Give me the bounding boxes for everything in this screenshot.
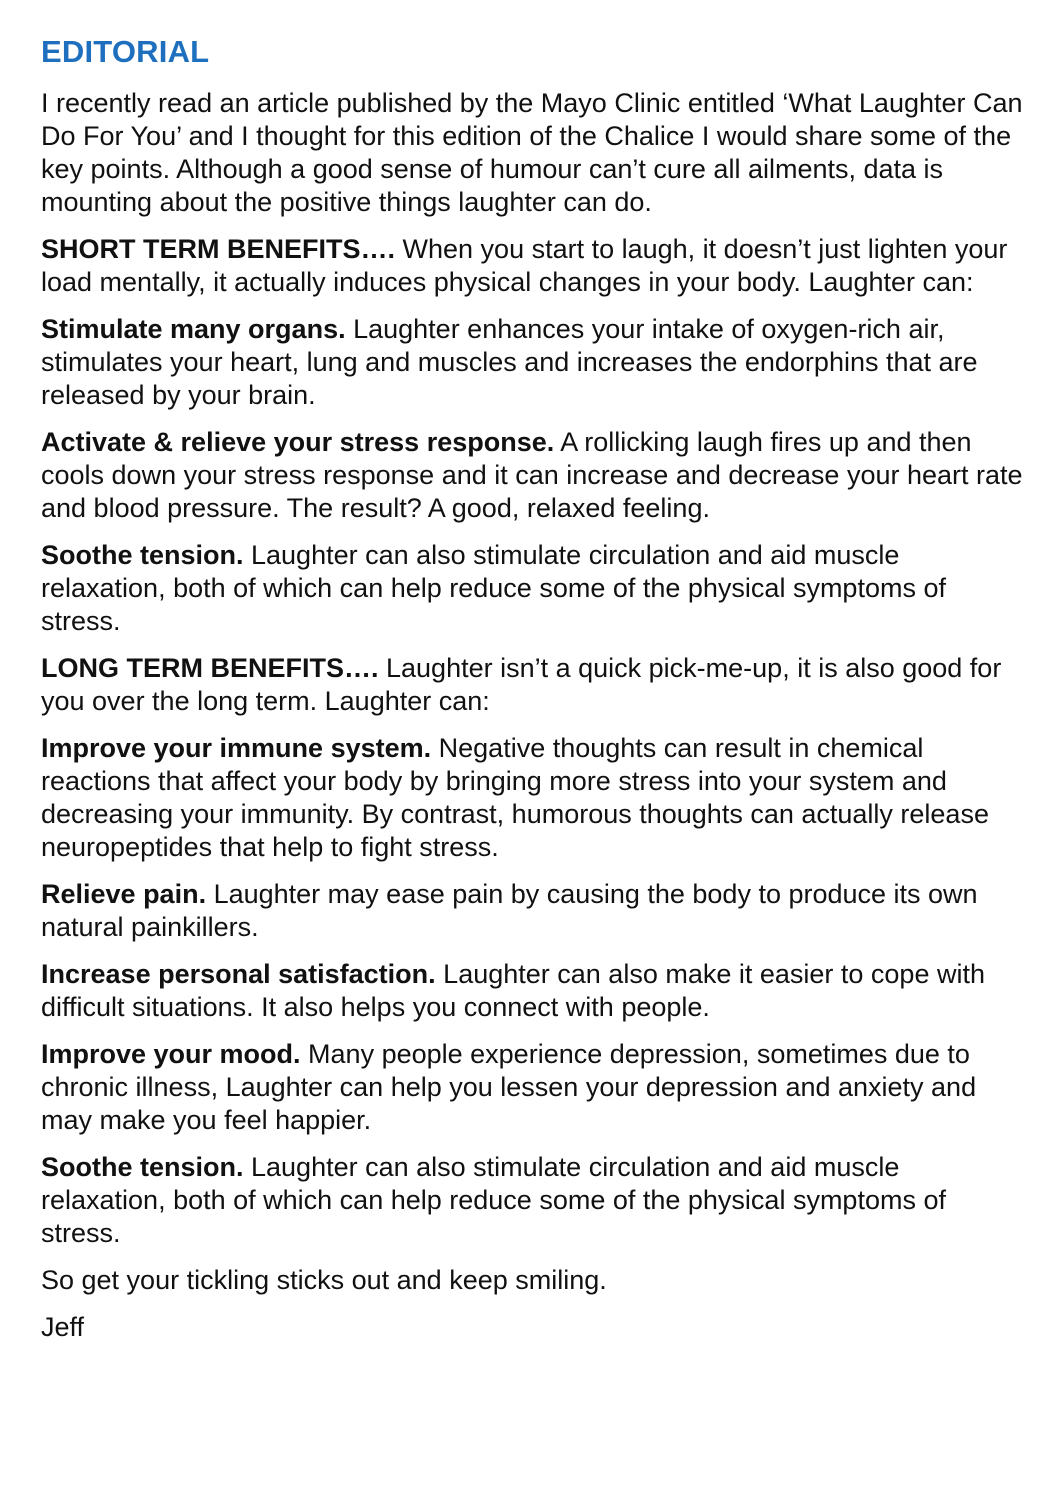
improve-mood-paragraph xyxy=(41,1038,1031,1137)
paragraph-text: Laughter can also stimulate circulation and aid muscle relaxation, both of which can help reduce some of the physical symptoms of stress. xyxy=(41,1152,946,1248)
signature: Jeff xyxy=(41,1312,85,1342)
paragraph-text: When you start to laugh, it doesn’t just lighten your load mentally, it actually induces physical changes in your body. Laughter can: xyxy=(41,234,1008,297)
paragraph-lead: Improve your mood. xyxy=(41,1039,301,1069)
paragraph-lead: Soothe tension. xyxy=(41,1152,244,1182)
paragraph-text: Laughter can also stimulate circulation and aid muscle relaxation, both of which can help reduce some of the physical symptoms of stress. xyxy=(41,540,946,636)
paragraph-text: Laughter enhances your intake of oxygen-rich air, stimulates your heart, lung and muscles and increases the endorphins that are released by your brain. xyxy=(41,314,978,410)
personal-satisfaction-paragraph xyxy=(41,958,1031,1024)
immune-system-paragraph xyxy=(41,732,1031,864)
paragraph-lead: LONG TERM BENEFITS…. xyxy=(41,653,379,683)
paragraph-lead: Activate & relieve your stress response. xyxy=(41,427,555,457)
paragraph-text: I recently read an article published by the Mayo Clinic entitled ‘What Laughter Can Do For You’ and I thought for this edition of the Chalice I would share some of the key points. Although a good sense of humour can’t cure all ailments, data is mounting about the positive things laughter can do. xyxy=(41,88,1023,217)
closing-line: So get your tickling sticks out and keep smiling. xyxy=(41,1265,607,1295)
paragraph-text: A rollicking laugh fires up and then cools down your stress response and it can increase and decrease your heart rate and blood pressure. The result? A good, relaxed feeling. xyxy=(41,427,1023,523)
paragraph-lead: Stimulate many organs. xyxy=(41,314,346,344)
paragraph-text: Negative thoughts can result in chemical reactions that affect your body by bringing more stress into your system and decreasing your immunity. By contrast, humorous thoughts can actually release neuropeptides that help to fight stress. xyxy=(41,733,989,862)
stress-response-paragraph xyxy=(41,426,1031,525)
long-term-benefits-paragraph xyxy=(41,652,1031,718)
intro-paragraph xyxy=(41,87,1031,219)
stimulate-organs-paragraph xyxy=(41,313,1031,412)
paragraph-text: Laughter can also make it easier to cope with difficult situations. It also helps you connect with people. xyxy=(41,959,985,1022)
paragraph-lead: SHORT TERM BENEFITS…. xyxy=(41,234,396,264)
short-term-benefits-paragraph xyxy=(41,233,1031,299)
editorial-title: EDITORIAL xyxy=(41,34,210,69)
paragraph-lead: Relieve pain. xyxy=(41,879,207,909)
paragraph-lead: Increase personal satisfaction. xyxy=(41,959,436,989)
soothe-tension-repeat-paragraph xyxy=(41,1151,1031,1250)
editorial-page xyxy=(41,30,1031,1344)
paragraph-text: Laughter may ease pain by causing the body to produce its own natural painkillers. xyxy=(41,879,978,942)
paragraph-text: Laughter isn’t a quick pick-me-up, it is also good for you over the long term. Laughter can: xyxy=(41,653,1002,716)
paragraph-text: Many people experience depression, sometimes due to chronic illness, Laughter can help you lessen your depression and anxiety and may make you feel happier. xyxy=(41,1039,977,1135)
paragraph-lead: Soothe tension. xyxy=(41,540,244,570)
relieve-pain-paragraph xyxy=(41,878,1031,944)
soothe-tension-paragraph xyxy=(41,539,1031,638)
paragraph-lead: Improve your immune system. xyxy=(41,733,432,763)
